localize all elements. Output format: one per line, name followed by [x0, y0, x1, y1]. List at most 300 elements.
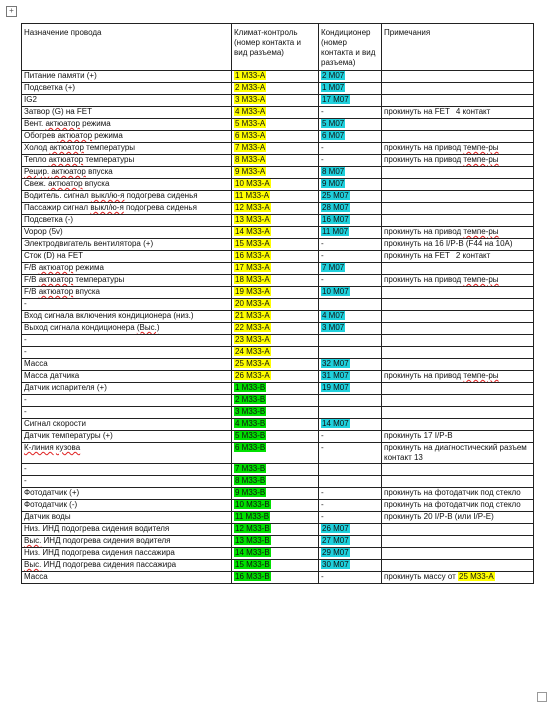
climate-contact-cell	[232, 407, 319, 419]
wire-purpose-cell	[22, 131, 232, 143]
climate-contact-cell	[232, 215, 319, 227]
ac-contact-cell	[319, 167, 382, 179]
climate-contact-text: 24 M33-A	[235, 347, 270, 356]
wire-purpose-cell	[22, 83, 232, 95]
note-cell	[382, 143, 534, 155]
wire-purpose-text: Vopop (5v)	[24, 227, 63, 236]
table-row	[22, 371, 534, 383]
table-row	[22, 299, 534, 311]
climate-contact-cell	[232, 311, 319, 323]
wire-purpose-cell	[22, 335, 232, 347]
climate-contact-cell	[232, 359, 319, 371]
table-row	[22, 155, 534, 167]
wire-purpose-text: Выс. ИНД подогрева сидения водителя	[24, 536, 171, 545]
wire-purpose-cell	[22, 431, 232, 443]
climate-contact-cell	[232, 131, 319, 143]
wire-purpose-text: Выс. ИНД подогрева сидения пассажира	[24, 560, 177, 569]
wire-purpose-text: Датчик температуры (+)	[24, 431, 113, 440]
climate-contact-cell	[232, 419, 319, 431]
ac-contact-cell	[319, 179, 382, 191]
climate-contact-text: 2 M33-B	[235, 395, 266, 404]
note-cell	[382, 119, 534, 131]
wire-purpose-text: Тепло актюатор температуры	[24, 155, 135, 164]
climate-contact-cell	[232, 71, 319, 83]
climate-contact-cell	[232, 191, 319, 203]
climate-contact-text: 25 M33-A	[235, 359, 270, 368]
wire-purpose-cell	[22, 119, 232, 131]
climate-contact-cell	[232, 155, 319, 167]
table-row	[22, 83, 534, 95]
table-row	[22, 488, 534, 500]
climate-contact-cell	[232, 83, 319, 95]
wire-purpose-text: -	[24, 395, 27, 404]
note-cell	[382, 311, 534, 323]
climate-contact-text: 9 M33-A	[235, 167, 266, 176]
ac-contact-text: 27 M07	[322, 536, 349, 545]
note-cell	[382, 347, 534, 359]
table-row	[22, 191, 534, 203]
climate-contact-text: 8 M33-A	[235, 155, 266, 164]
ac-contact-cell	[319, 395, 382, 407]
note-highlight-text: 25 M33-A	[459, 572, 494, 581]
wire-purpose-text: -	[24, 299, 27, 308]
ac-contact-cell	[319, 536, 382, 548]
climate-contact-text: 14 M33-A	[235, 227, 270, 236]
climate-contact-cell	[232, 488, 319, 500]
table-row	[22, 476, 534, 488]
wire-purpose-text: -	[24, 407, 27, 416]
header-wire-purpose: Назначение провода	[22, 24, 232, 71]
climate-contact-text: 7 M33-A	[235, 143, 266, 152]
note-cell	[382, 395, 534, 407]
note-cell	[382, 299, 534, 311]
note-cell	[382, 443, 534, 464]
climate-contact-text: 9 M33-B	[235, 488, 266, 497]
table-row	[22, 359, 534, 371]
wire-purpose-cell	[22, 500, 232, 512]
climate-contact-cell	[232, 560, 319, 572]
ac-contact-text: 17 M07	[322, 95, 349, 104]
wiring-table	[21, 23, 534, 584]
note-text: прокинуть на FET	[384, 251, 450, 260]
climate-contact-text: 12 M33-B	[235, 524, 270, 533]
climate-contact-text: 10 M33-A	[235, 179, 270, 188]
ac-contact-text: -	[321, 275, 324, 284]
note-cell	[382, 251, 534, 263]
wire-purpose-cell	[22, 524, 232, 536]
wire-purpose-text: Рецир. актюатор впуска	[24, 167, 113, 176]
ac-contact-text: 29 M07	[322, 548, 349, 557]
table-row	[22, 335, 534, 347]
wire-purpose-text: Датчик испарителя (+)	[24, 383, 107, 392]
ac-contact-cell	[319, 407, 382, 419]
note-cell	[382, 191, 534, 203]
climate-contact-text: 20 M33-A	[235, 299, 270, 308]
ac-contact-text: -	[321, 239, 324, 248]
ac-contact-text: 32 M07	[322, 359, 349, 368]
climate-contact-text: 2 M33-A	[235, 83, 266, 92]
climate-contact-cell	[232, 299, 319, 311]
table-row	[22, 119, 534, 131]
wire-purpose-cell	[22, 227, 232, 239]
ac-contact-cell	[319, 203, 382, 215]
ac-contact-text: 2 M07	[322, 71, 345, 80]
wire-purpose-cell	[22, 359, 232, 371]
table-row	[22, 443, 534, 464]
table-row	[22, 407, 534, 419]
note-cell	[382, 179, 534, 191]
wire-purpose-text: -	[24, 464, 27, 473]
wire-purpose-text: Обогрев актюатор режима	[24, 131, 123, 140]
wire-purpose-text: Датчик воды	[24, 512, 71, 521]
note-cell	[382, 107, 534, 119]
climate-contact-text: 4 M33-A	[235, 107, 266, 116]
wire-purpose-text: Вход сигнала включения кондиционера (низ.)	[24, 311, 194, 320]
climate-contact-cell	[232, 239, 319, 251]
table-row	[22, 548, 534, 560]
ac-contact-cell	[319, 476, 382, 488]
ac-contact-cell	[319, 119, 382, 131]
ac-contact-cell	[319, 560, 382, 572]
wire-purpose-text: Фотодатчик (-)	[24, 500, 78, 509]
ac-contact-cell	[319, 500, 382, 512]
climate-contact-cell	[232, 263, 319, 275]
wire-purpose-text: Масса	[24, 572, 48, 581]
note-text: прокинуть на 16 I/P-B (F44 на 10A)	[384, 239, 513, 248]
note-cell	[382, 131, 534, 143]
wire-purpose-cell	[22, 179, 232, 191]
ac-contact-text: 4 M07	[322, 311, 345, 320]
ac-contact-text: 10 M07	[322, 287, 349, 296]
climate-contact-cell	[232, 536, 319, 548]
ac-contact-cell	[319, 371, 382, 383]
ac-contact-cell	[319, 383, 382, 395]
climate-contact-cell	[232, 227, 319, 239]
note-cell	[382, 407, 534, 419]
climate-contact-text: 11 M33-A	[235, 191, 270, 200]
table-row	[22, 215, 534, 227]
note-cell	[382, 419, 534, 431]
wire-purpose-text: Низ. ИНД подогрева сидения пассажира	[24, 548, 175, 557]
wire-purpose-cell	[22, 464, 232, 476]
ac-contact-cell	[319, 263, 382, 275]
wire-purpose-cell	[22, 167, 232, 179]
ac-contact-text: 3 M07	[322, 323, 345, 332]
wire-purpose-text: -	[24, 476, 27, 485]
climate-contact-cell	[232, 203, 319, 215]
climate-contact-text: 13 M33-A	[235, 215, 270, 224]
climate-contact-cell	[232, 347, 319, 359]
note-cell	[382, 239, 534, 251]
table-row	[22, 179, 534, 191]
climate-contact-text: 5 M33-A	[235, 119, 266, 128]
table-row	[22, 311, 534, 323]
climate-contact-cell	[232, 524, 319, 536]
climate-contact-text: 14 M33-B	[235, 548, 270, 557]
wire-purpose-text: Фотодатчик (+)	[24, 488, 80, 497]
ac-contact-text: 7 M07	[322, 263, 345, 272]
wire-purpose-text: Низ. ИНД подогрева сидения водителя	[24, 524, 170, 533]
ac-contact-text: 5 M07	[322, 119, 345, 128]
wire-purpose-cell	[22, 419, 232, 431]
note-cell	[382, 560, 534, 572]
note-text: прокинуть на фотодатчик под стекло	[384, 500, 521, 509]
climate-contact-text: 16 M33-A	[235, 251, 270, 260]
note-cell	[382, 155, 534, 167]
climate-contact-text: 17 M33-A	[235, 263, 270, 272]
ac-contact-text: 19 M07	[322, 383, 349, 392]
table-row	[22, 71, 534, 83]
note-text: прокинуть на привод темпе-ры	[384, 275, 499, 284]
ac-contact-text: 26 M07	[322, 524, 349, 533]
note-text: прокинуть на привод темпе-ры	[384, 227, 499, 236]
note-cell	[382, 464, 534, 476]
wire-purpose-cell	[22, 560, 232, 572]
note-cell	[382, 383, 534, 395]
climate-contact-text: 1 M33-B	[235, 383, 266, 392]
climate-contact-cell	[232, 107, 319, 119]
wire-purpose-cell	[22, 512, 232, 524]
wire-purpose-cell	[22, 383, 232, 395]
ac-contact-cell	[319, 275, 382, 287]
climate-contact-text: 21 M33-A	[235, 311, 270, 320]
wire-purpose-cell	[22, 488, 232, 500]
wire-purpose-cell	[22, 371, 232, 383]
note-cell	[382, 167, 534, 179]
table-row	[22, 431, 534, 443]
wire-purpose-cell	[22, 572, 232, 584]
wire-purpose-text: Пассажир сигнал выкл/ю-я подогрева сиденья	[24, 203, 197, 212]
climate-contact-cell	[232, 251, 319, 263]
climate-contact-text: 22 M33-A	[235, 323, 270, 332]
table-body	[22, 71, 534, 584]
ac-contact-cell	[319, 419, 382, 431]
climate-contact-text: 26 M33-A	[235, 371, 270, 380]
note-cell	[382, 524, 534, 536]
climate-contact-cell	[232, 548, 319, 560]
climate-contact-cell	[232, 95, 319, 107]
table-row	[22, 143, 534, 155]
climate-contact-cell	[232, 323, 319, 335]
note-cell	[382, 83, 534, 95]
wire-purpose-cell	[22, 215, 232, 227]
ac-contact-cell	[319, 83, 382, 95]
wire-purpose-text: Подсветка (+)	[24, 83, 76, 92]
climate-contact-cell	[232, 143, 319, 155]
ac-contact-cell	[319, 359, 382, 371]
table-row	[22, 395, 534, 407]
table-row	[22, 227, 534, 239]
note-text: прокинуть на FET	[384, 107, 450, 116]
table-row	[22, 131, 534, 143]
wire-purpose-cell	[22, 95, 232, 107]
ac-contact-cell	[319, 155, 382, 167]
climate-contact-cell	[232, 572, 319, 584]
header-notes: Примечания	[382, 24, 534, 71]
ac-contact-cell	[319, 347, 382, 359]
note-cell	[382, 215, 534, 227]
climate-contact-text: 6 M33-A	[235, 131, 266, 140]
wire-purpose-cell	[22, 191, 232, 203]
note-cell	[382, 71, 534, 83]
wire-purpose-text: Холод актюатор температуры	[24, 143, 136, 152]
climate-contact-text: 18 M33-A	[235, 275, 270, 284]
note-extra-text: 4 контакт	[455, 107, 491, 116]
table-row	[22, 512, 534, 524]
ac-contact-cell	[319, 524, 382, 536]
table-row	[22, 167, 534, 179]
note-text: прокинуть на фотодатчик под стекло	[384, 488, 521, 497]
climate-contact-cell	[232, 443, 319, 464]
ac-contact-text: -	[321, 251, 324, 260]
wire-purpose-text: Сток (D) на FET	[24, 251, 84, 260]
wire-purpose-text: Свеж. актюатор впуска	[24, 179, 110, 188]
climate-contact-cell	[232, 383, 319, 395]
ac-contact-text: -	[321, 155, 324, 164]
wire-purpose-cell	[22, 347, 232, 359]
climate-contact-text: 15 M33-B	[235, 560, 270, 569]
ac-contact-cell	[319, 299, 382, 311]
ac-contact-cell	[319, 488, 382, 500]
table-row	[22, 263, 534, 275]
ac-contact-text: -	[321, 143, 324, 152]
climate-contact-text: 8 M33-B	[235, 476, 266, 485]
climate-contact-text: 15 M33-A	[235, 239, 270, 248]
ac-contact-cell	[319, 548, 382, 560]
table-row	[22, 347, 534, 359]
ac-contact-cell	[319, 464, 382, 476]
table-row	[22, 524, 534, 536]
note-cell	[382, 95, 534, 107]
climate-contact-cell	[232, 395, 319, 407]
wire-purpose-cell	[22, 275, 232, 287]
ac-contact-cell	[319, 572, 382, 584]
note-text: прокинуть 17 I/P-B	[384, 431, 453, 440]
ac-contact-text: 8 M07	[322, 167, 345, 176]
table-row	[22, 95, 534, 107]
table-row	[22, 383, 534, 395]
wire-purpose-cell	[22, 536, 232, 548]
climate-contact-cell	[232, 179, 319, 191]
ac-contact-cell	[319, 311, 382, 323]
wire-purpose-cell	[22, 155, 232, 167]
ac-contact-cell	[319, 287, 382, 299]
note-cell	[382, 359, 534, 371]
note-cell	[382, 287, 534, 299]
wire-purpose-cell	[22, 311, 232, 323]
ac-contact-cell	[319, 95, 382, 107]
table-row	[22, 560, 534, 572]
wire-purpose-text: Электродвигатель вентилятора (+)	[24, 239, 154, 248]
climate-contact-text: 3 M33-A	[235, 95, 266, 104]
table-row	[22, 107, 534, 119]
wire-purpose-text: Сигнал скорости	[24, 419, 86, 428]
note-cell	[382, 548, 534, 560]
ac-contact-cell	[319, 335, 382, 347]
wire-purpose-cell	[22, 299, 232, 311]
wire-purpose-text: Выход сигнала кондиционера (Выс.)	[24, 323, 160, 332]
climate-contact-text: 5 M33-B	[235, 431, 266, 440]
climate-contact-text: 1 M33-A	[235, 71, 266, 80]
climate-contact-text: 4 M33-B	[235, 419, 266, 428]
climate-contact-cell	[232, 287, 319, 299]
note-extra-text: 2 контакт	[455, 251, 491, 260]
climate-contact-cell	[232, 275, 319, 287]
ac-contact-cell	[319, 131, 382, 143]
note-text: прокинуть на привод темпе-ры	[384, 143, 499, 152]
note-cell	[382, 323, 534, 335]
ac-contact-cell	[319, 191, 382, 203]
climate-contact-cell	[232, 119, 319, 131]
wire-purpose-cell	[22, 476, 232, 488]
wire-purpose-cell	[22, 407, 232, 419]
ac-contact-text: -	[321, 107, 324, 116]
note-cell	[382, 275, 534, 287]
wire-purpose-cell	[22, 143, 232, 155]
note-cell	[382, 203, 534, 215]
note-cell	[382, 431, 534, 443]
ac-contact-cell	[319, 107, 382, 119]
wire-purpose-cell	[22, 323, 232, 335]
wire-purpose-cell	[22, 71, 232, 83]
wire-purpose-text: F/B актюатор впуска	[24, 287, 100, 296]
climate-contact-cell	[232, 431, 319, 443]
note-cell	[382, 536, 534, 548]
ac-contact-text: 30 M07	[322, 560, 349, 569]
header-climate-control: Климат-контроль (номер контакта и вид разъема)	[232, 24, 319, 71]
note-text: прокинуть массу от	[384, 572, 456, 581]
ac-contact-text: 11 M07	[322, 227, 349, 236]
note-text: прокинуть 20 I/P-B (или I/P-E)	[384, 512, 494, 521]
climate-contact-text: 13 M33-B	[235, 536, 270, 545]
note-text: прокинуть на привод темпе-ры	[384, 371, 499, 380]
wire-purpose-cell	[22, 239, 232, 251]
note-cell	[382, 335, 534, 347]
climate-contact-cell	[232, 464, 319, 476]
ac-contact-text: -	[321, 500, 324, 509]
note-cell	[382, 263, 534, 275]
ac-contact-cell	[319, 323, 382, 335]
ac-contact-text: -	[321, 443, 324, 452]
ac-contact-text: 14 M07	[322, 419, 349, 428]
table-move-handle-icon[interactable]: +	[6, 6, 17, 17]
ac-contact-text: -	[321, 572, 324, 581]
wire-purpose-text: Вент. актюатор режима	[24, 119, 111, 128]
ac-contact-text: 1 M07	[322, 83, 345, 92]
ac-contact-text: 31 M07	[322, 371, 349, 380]
ac-contact-cell	[319, 239, 382, 251]
note-text: прокинуть на диагностический разъем контакт 13	[384, 443, 527, 462]
ac-contact-cell	[319, 215, 382, 227]
climate-contact-text: 7 M33-B	[235, 464, 266, 473]
climate-contact-cell	[232, 167, 319, 179]
ac-contact-text: 28 M07	[322, 203, 349, 212]
climate-contact-text: 19 M33-A	[235, 287, 270, 296]
climate-contact-text: 6 M33-B	[235, 443, 266, 452]
ac-contact-cell	[319, 227, 382, 239]
table-row	[22, 419, 534, 431]
note-cell	[382, 500, 534, 512]
climate-contact-text: 12 M33-A	[235, 203, 270, 212]
climate-contact-cell	[232, 335, 319, 347]
climate-contact-text: 23 M33-A	[235, 335, 270, 344]
climate-contact-text: 16 M33-B	[235, 572, 270, 581]
wire-purpose-text: -	[24, 335, 27, 344]
note-cell	[382, 227, 534, 239]
ac-contact-cell	[319, 251, 382, 263]
note-cell	[382, 572, 534, 584]
note-text: прокинуть на привод темпе-ры	[384, 155, 499, 164]
